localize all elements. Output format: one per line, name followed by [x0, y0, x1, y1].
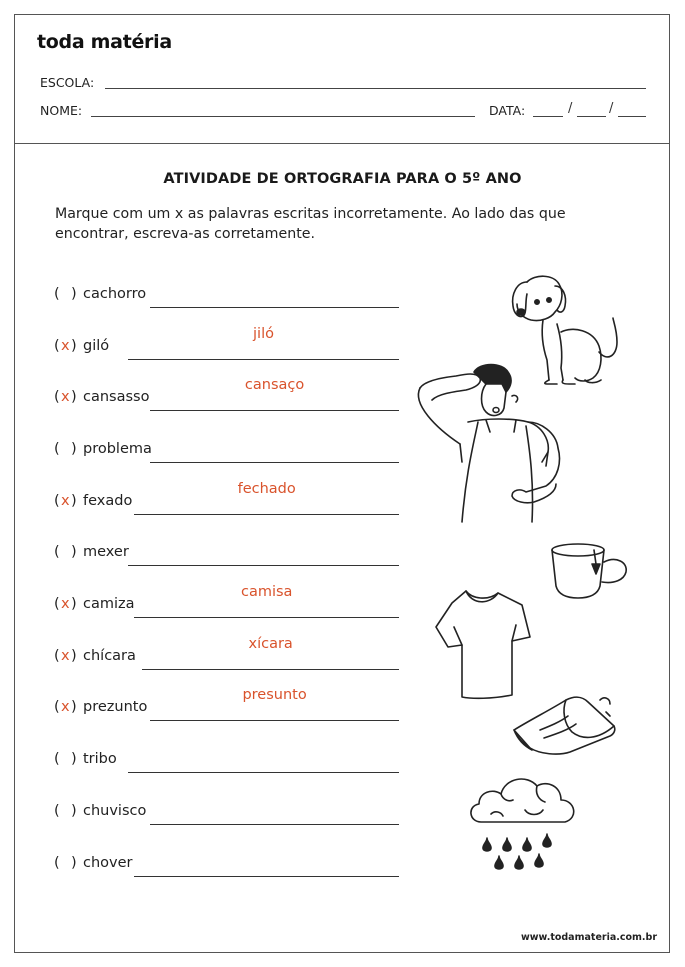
- name-field-line[interactable]: [91, 116, 475, 117]
- answer-line[interactable]: [134, 617, 399, 618]
- answer-line[interactable]: [150, 824, 399, 825]
- correction-text: presunto: [242, 687, 307, 703]
- answer-line[interactable]: [134, 514, 399, 515]
- item-word: fexado: [83, 493, 133, 509]
- correction-text: cansaço: [244, 377, 305, 393]
- check-mark: x: [61, 596, 70, 612]
- check-mark: x: [61, 648, 70, 664]
- answer-line[interactable]: [150, 307, 399, 308]
- item-word: cachorro: [83, 286, 147, 302]
- check-mark: x: [61, 389, 70, 405]
- list-item: ( ) mexer: [54, 544, 399, 566]
- item-word: prezunto: [83, 699, 148, 715]
- list-item: ( ) x camiza camisa: [54, 596, 399, 618]
- list-item: ( ) x fexado fechado: [54, 493, 399, 515]
- list-item: ( ) chuvisco: [54, 803, 399, 825]
- correction-text: xícara: [248, 636, 293, 652]
- answer-line[interactable]: [142, 669, 399, 670]
- teacup-illustration: [550, 540, 630, 600]
- date-separator: /: [609, 101, 614, 116]
- school-field-line[interactable]: [105, 88, 646, 89]
- item-word: tribo: [83, 751, 117, 767]
- tshirt-illustration: [432, 585, 532, 702]
- answer-line[interactable]: [150, 720, 399, 721]
- date-day-line[interactable]: [533, 116, 563, 117]
- list-item: ( ) x chícara xícara: [54, 648, 399, 670]
- answer-line[interactable]: [128, 565, 399, 566]
- date-label: DATA:: [489, 103, 526, 118]
- list-item: ( ) x cansasso cansaço: [54, 389, 399, 411]
- check-mark: x: [61, 699, 70, 715]
- ham-slices-illustration: [510, 690, 620, 760]
- correction-text: camisa: [240, 584, 293, 600]
- answer-line[interactable]: [128, 772, 399, 773]
- name-label: NOME:: [40, 103, 83, 118]
- list-item: ( ) problema: [54, 441, 399, 463]
- correction-text: fechado: [237, 481, 296, 497]
- item-word: chuvisco: [83, 803, 147, 819]
- answer-line[interactable]: [134, 876, 399, 877]
- date-year-line[interactable]: [618, 116, 646, 117]
- activity-title: ATIVIDADE DE ORTOGRAFIA PARA O 5º ANO: [163, 171, 522, 187]
- list-item: ( ) chover: [54, 855, 399, 877]
- date-separator: /: [568, 101, 573, 116]
- check-mark: x: [61, 493, 70, 509]
- check-mark: x: [61, 338, 70, 354]
- item-word: cansasso: [83, 389, 150, 405]
- correction-text: jiló: [253, 326, 274, 342]
- item-word: chícara: [83, 648, 136, 664]
- item-word: mexer: [83, 544, 129, 560]
- answer-line[interactable]: [150, 410, 399, 411]
- footer-website: www.todamateria.com.br: [520, 932, 657, 943]
- item-word: problema: [83, 441, 152, 457]
- list-item: ( ) x prezunto presunto: [54, 699, 399, 721]
- item-word: chover: [83, 855, 133, 871]
- answer-line[interactable]: [150, 462, 399, 463]
- header-divider: [15, 143, 669, 144]
- list-item: ( ) x giló jiló: [54, 338, 399, 360]
- rain-cloud-illustration: [465, 770, 580, 875]
- item-word: giló: [83, 338, 110, 354]
- list-item: ( ) cachorro: [54, 286, 399, 308]
- brand-logo: toda matéria: [37, 31, 172, 53]
- list-item: ( ) tribo: [54, 751, 399, 773]
- activity-instructions: Marque com um x as palavras escritas incorretamente. Ao lado das que encontrar, escreva-as corretamente.: [55, 206, 566, 242]
- answer-line[interactable]: [128, 359, 399, 360]
- item-word: camiza: [83, 596, 135, 612]
- date-month-line[interactable]: [577, 116, 606, 117]
- tired-man-illustration: [416, 362, 564, 527]
- school-label: ESCOLA:: [40, 75, 95, 90]
